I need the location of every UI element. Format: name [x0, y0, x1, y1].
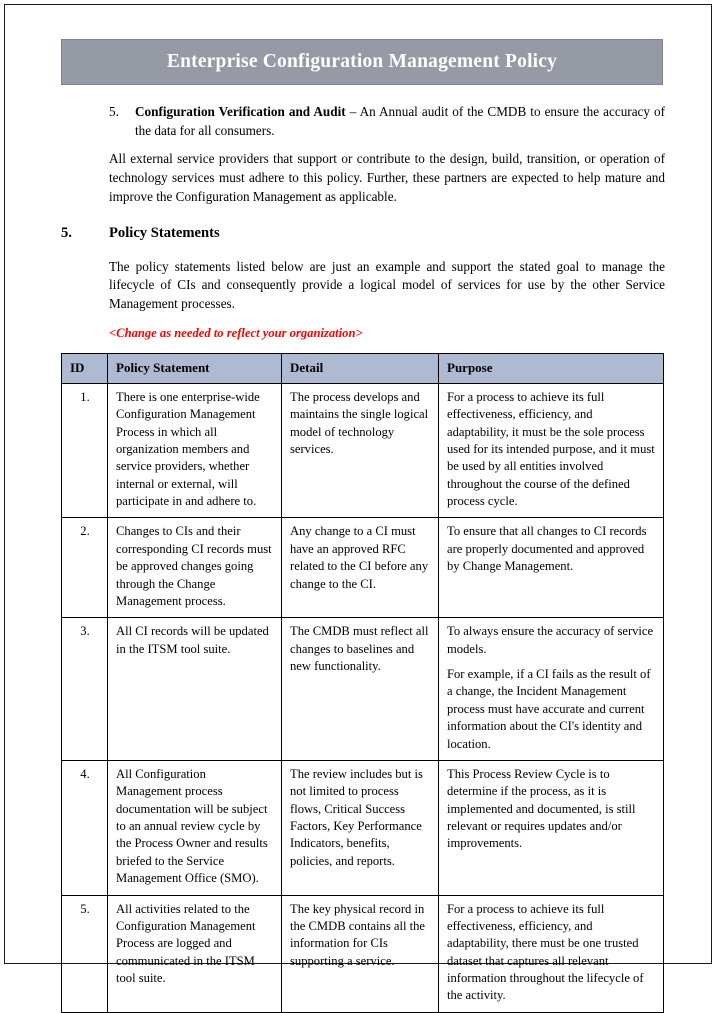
section-title: Policy Statements	[109, 224, 220, 241]
cell-policy-statement: Changes to CIs and their corresponding CI records must be approved changes going through the Change Management process.	[108, 518, 282, 618]
list-item-text	[135, 103, 665, 140]
table-row	[62, 895, 664, 1012]
list-item-bold-lead: Configuration Verification and Audit	[135, 104, 346, 119]
change-note: <Change as needed to reflect your organization>	[109, 325, 363, 340]
cell-policy-statement: All CI records will be updated in the ITSM tool suite.	[108, 618, 282, 761]
cell-detail: The process develops and maintains the single logical model of technology services.	[282, 383, 439, 518]
table-row	[62, 760, 664, 895]
section-heading	[61, 225, 665, 242]
cell-id: 1.	[62, 383, 108, 518]
cell-purpose	[439, 895, 664, 1012]
cell-policy-statement: All activities related to the Configuration Management Process are logged and communicated in the ITSM tool suite.	[108, 895, 282, 1012]
page-content	[61, 39, 665, 1013]
document-page	[4, 4, 712, 1003]
document-title: Enterprise Configuration Management Policy	[166, 51, 558, 73]
cell-policy-statement: All Configuration Management process documentation will be subject to an annual review cycle by the Process Owner and results briefed to the Service Management Office (SMO).	[108, 760, 282, 895]
cell-purpose-para-1: This Process Review Cycle is to determine if the process, as it is implemented and documented, is still relevant or requires updates and/or improvements.	[447, 766, 636, 851]
cell-purpose-para-1: For a process to achieve its full effectiveness, efficiency, and adaptability, it must be the sole process used for its intended purpose, and it must be used by all entities involved throughout the course of the defined process cycle.	[447, 389, 655, 509]
section-number: 5.	[61, 224, 72, 241]
cell-detail: The review includes but is not limited to process flows, Critical Success Factors, Key Performance Indicators, benefits, policies, and reports.	[282, 760, 439, 895]
cell-detail: The CMDB must reflect all changes to baselines and new functionality.	[282, 618, 439, 761]
table-header-row	[62, 353, 664, 383]
table-row	[62, 383, 664, 518]
cell-id: 5.	[62, 895, 108, 1012]
column-header-detail: Detail	[282, 353, 439, 383]
cell-purpose-para-2: For example, if a CI fails as the result of a change, the Incident Management process must have accurate and current information about the CI's identity and location.	[447, 667, 651, 751]
column-header-purpose: Purpose	[439, 353, 664, 383]
cell-purpose-para-1: To always ensure the accuracy of service models.	[447, 624, 654, 656]
cell-id: 2.	[62, 518, 108, 618]
cell-purpose-para-1: To ensure that all changes to CI records are properly documented and approved by Change Management.	[447, 524, 647, 574]
list-item-number: 5.	[109, 104, 119, 119]
column-header-policy-statement: Policy Statement	[108, 353, 282, 383]
cell-id: 3.	[62, 618, 108, 761]
table-row	[62, 618, 664, 761]
cell-detail: Any change to a CI must have an approved RFC related to the CI before any change to the CI.	[282, 518, 439, 618]
document-title-banner	[61, 39, 663, 85]
cell-purpose	[439, 383, 664, 518]
cell-detail: The key physical record in the CMDB contains all the information for CIs supporting a service.	[282, 895, 439, 1012]
cell-id: 4.	[62, 760, 108, 895]
intro-paragraph: All external service providers that support or contribute to the design, build, transition, or operation of technology services must adhere to this policy. Further, these partners are expected to help mature and improve the Configuration Management as applicable.	[109, 151, 665, 204]
section-paragraph: The policy statements listed below are just an example and support the stated goal to manage the lifecycle of CIs and consequently provide a logical model of services for use by the other Service Management processes.	[109, 258, 665, 312]
cell-purpose	[439, 518, 664, 618]
table-row	[62, 518, 664, 618]
numbered-list-item-5	[109, 103, 665, 140]
policy-statements-table	[61, 353, 664, 1013]
cell-purpose	[439, 618, 664, 761]
column-header-id: ID	[62, 353, 108, 383]
list-item-rest: – An Annual audit of the CMDB to ensure the accuracy of the data for all consumers.	[135, 104, 666, 138]
cell-purpose	[439, 760, 664, 895]
cell-purpose-para-1: For a process to achieve its full effectiveness, efficiency, and adaptability, there must be one trusted dataset that captures all relevant information throughout the lifecycle of the activity.	[447, 901, 644, 1003]
cell-policy-statement: There is one enterprise-wide Configuration Management Process in which all organization members and service providers, whether internal or external, will participate in and adhere to.	[108, 383, 282, 518]
